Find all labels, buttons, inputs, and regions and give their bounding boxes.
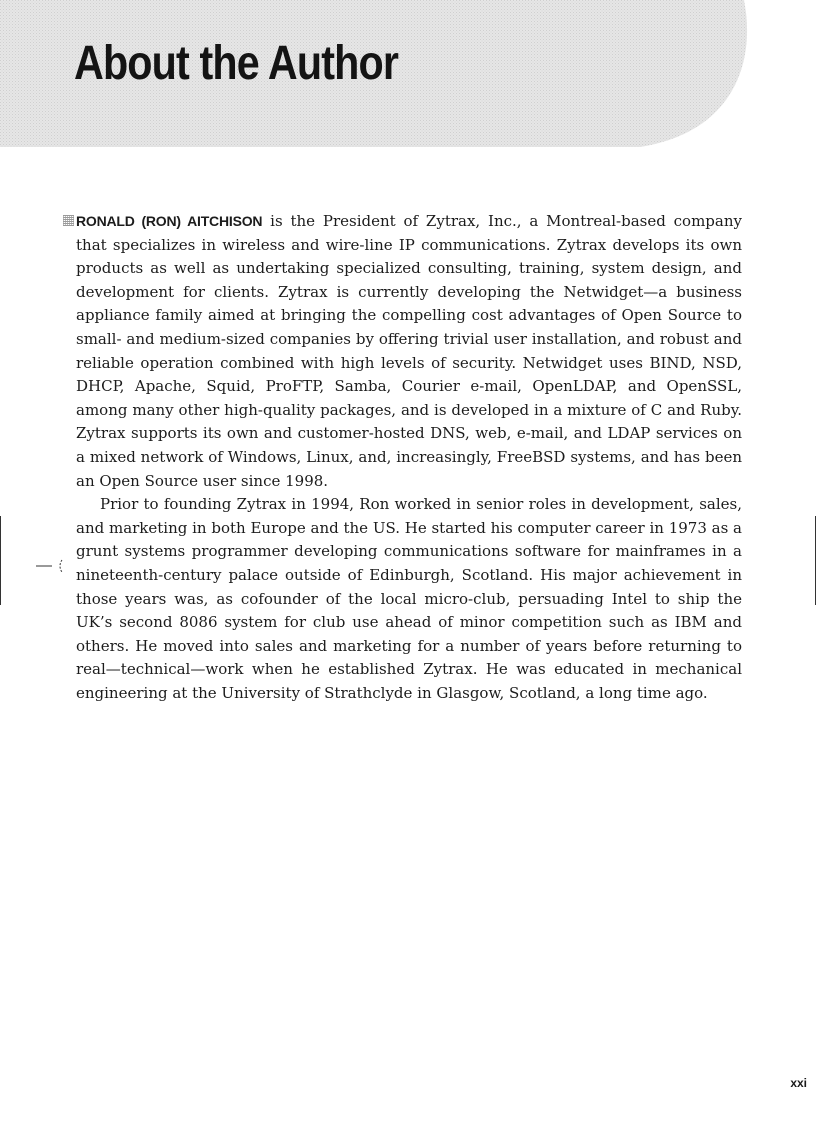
bio-paragraph-1	[76, 210, 742, 493]
registration-mark-icon	[36, 552, 64, 580]
bio-paragraph-2: Prior to founding Zytrax in 1994, Ron worked in senior roles in development, sales, and marketing in both Europe and the US. He started his computer career in 1973 as a grunt systems programmer developing communications software for mainframes in a nineteenth-century palace outside of Edinburgh, Scotland. His major achievement in those years was, as cofounder of the local micro-club, persuading Intel to ship the UK’s second 8086 system for club use ahead of minor competition such as IBM and others. He moved into sales and marketing for a number of years before returning to real—technical—work when he established Zytrax. He was educated in mechanical engineering at the University of Strathclyde in Glasgow, Scotland, a long time ago.	[76, 495, 742, 702]
author-name: RONALD (RON) AITCHISON	[76, 213, 263, 229]
author-bio	[76, 210, 742, 705]
bio-marker-icon	[63, 215, 74, 226]
crop-mark-left	[0, 516, 1, 605]
chapter-header-band	[0, 0, 816, 150]
page-number: xxi	[790, 1076, 807, 1090]
bio-paragraph-1-text: is the President of Zytrax, Inc., a Montreal-based company that specializes in wireless and wire-line IP communications. Zytrax develops its own products as well as undertaking specialized consulting, training, system design, and development for clients. Zytrax is currently developing the Netwidget—a business appliance family aimed at bringing the compelling cost advantages of Open Source to small- and medium-sized companies by offering trivial user installation, and robust and reliable operation combined with high levels of security. Netwidget uses BIND, NSD, DHCP, Apache, Squid, ProFTP, Samba, Courier e-mail, OpenLDAP, and OpenSSL, among many other high-quality packages, and is developed in a mixture of C and Ruby. Zytrax supports its own and customer-hosted DNS, web, e-mail, and LDAP services on a mixed network of Windows, Linux, and, increasingly, FreeBSD systems, and has been an Open Source user since 1998.	[76, 212, 742, 490]
chapter-title: About the Author	[74, 37, 399, 90]
